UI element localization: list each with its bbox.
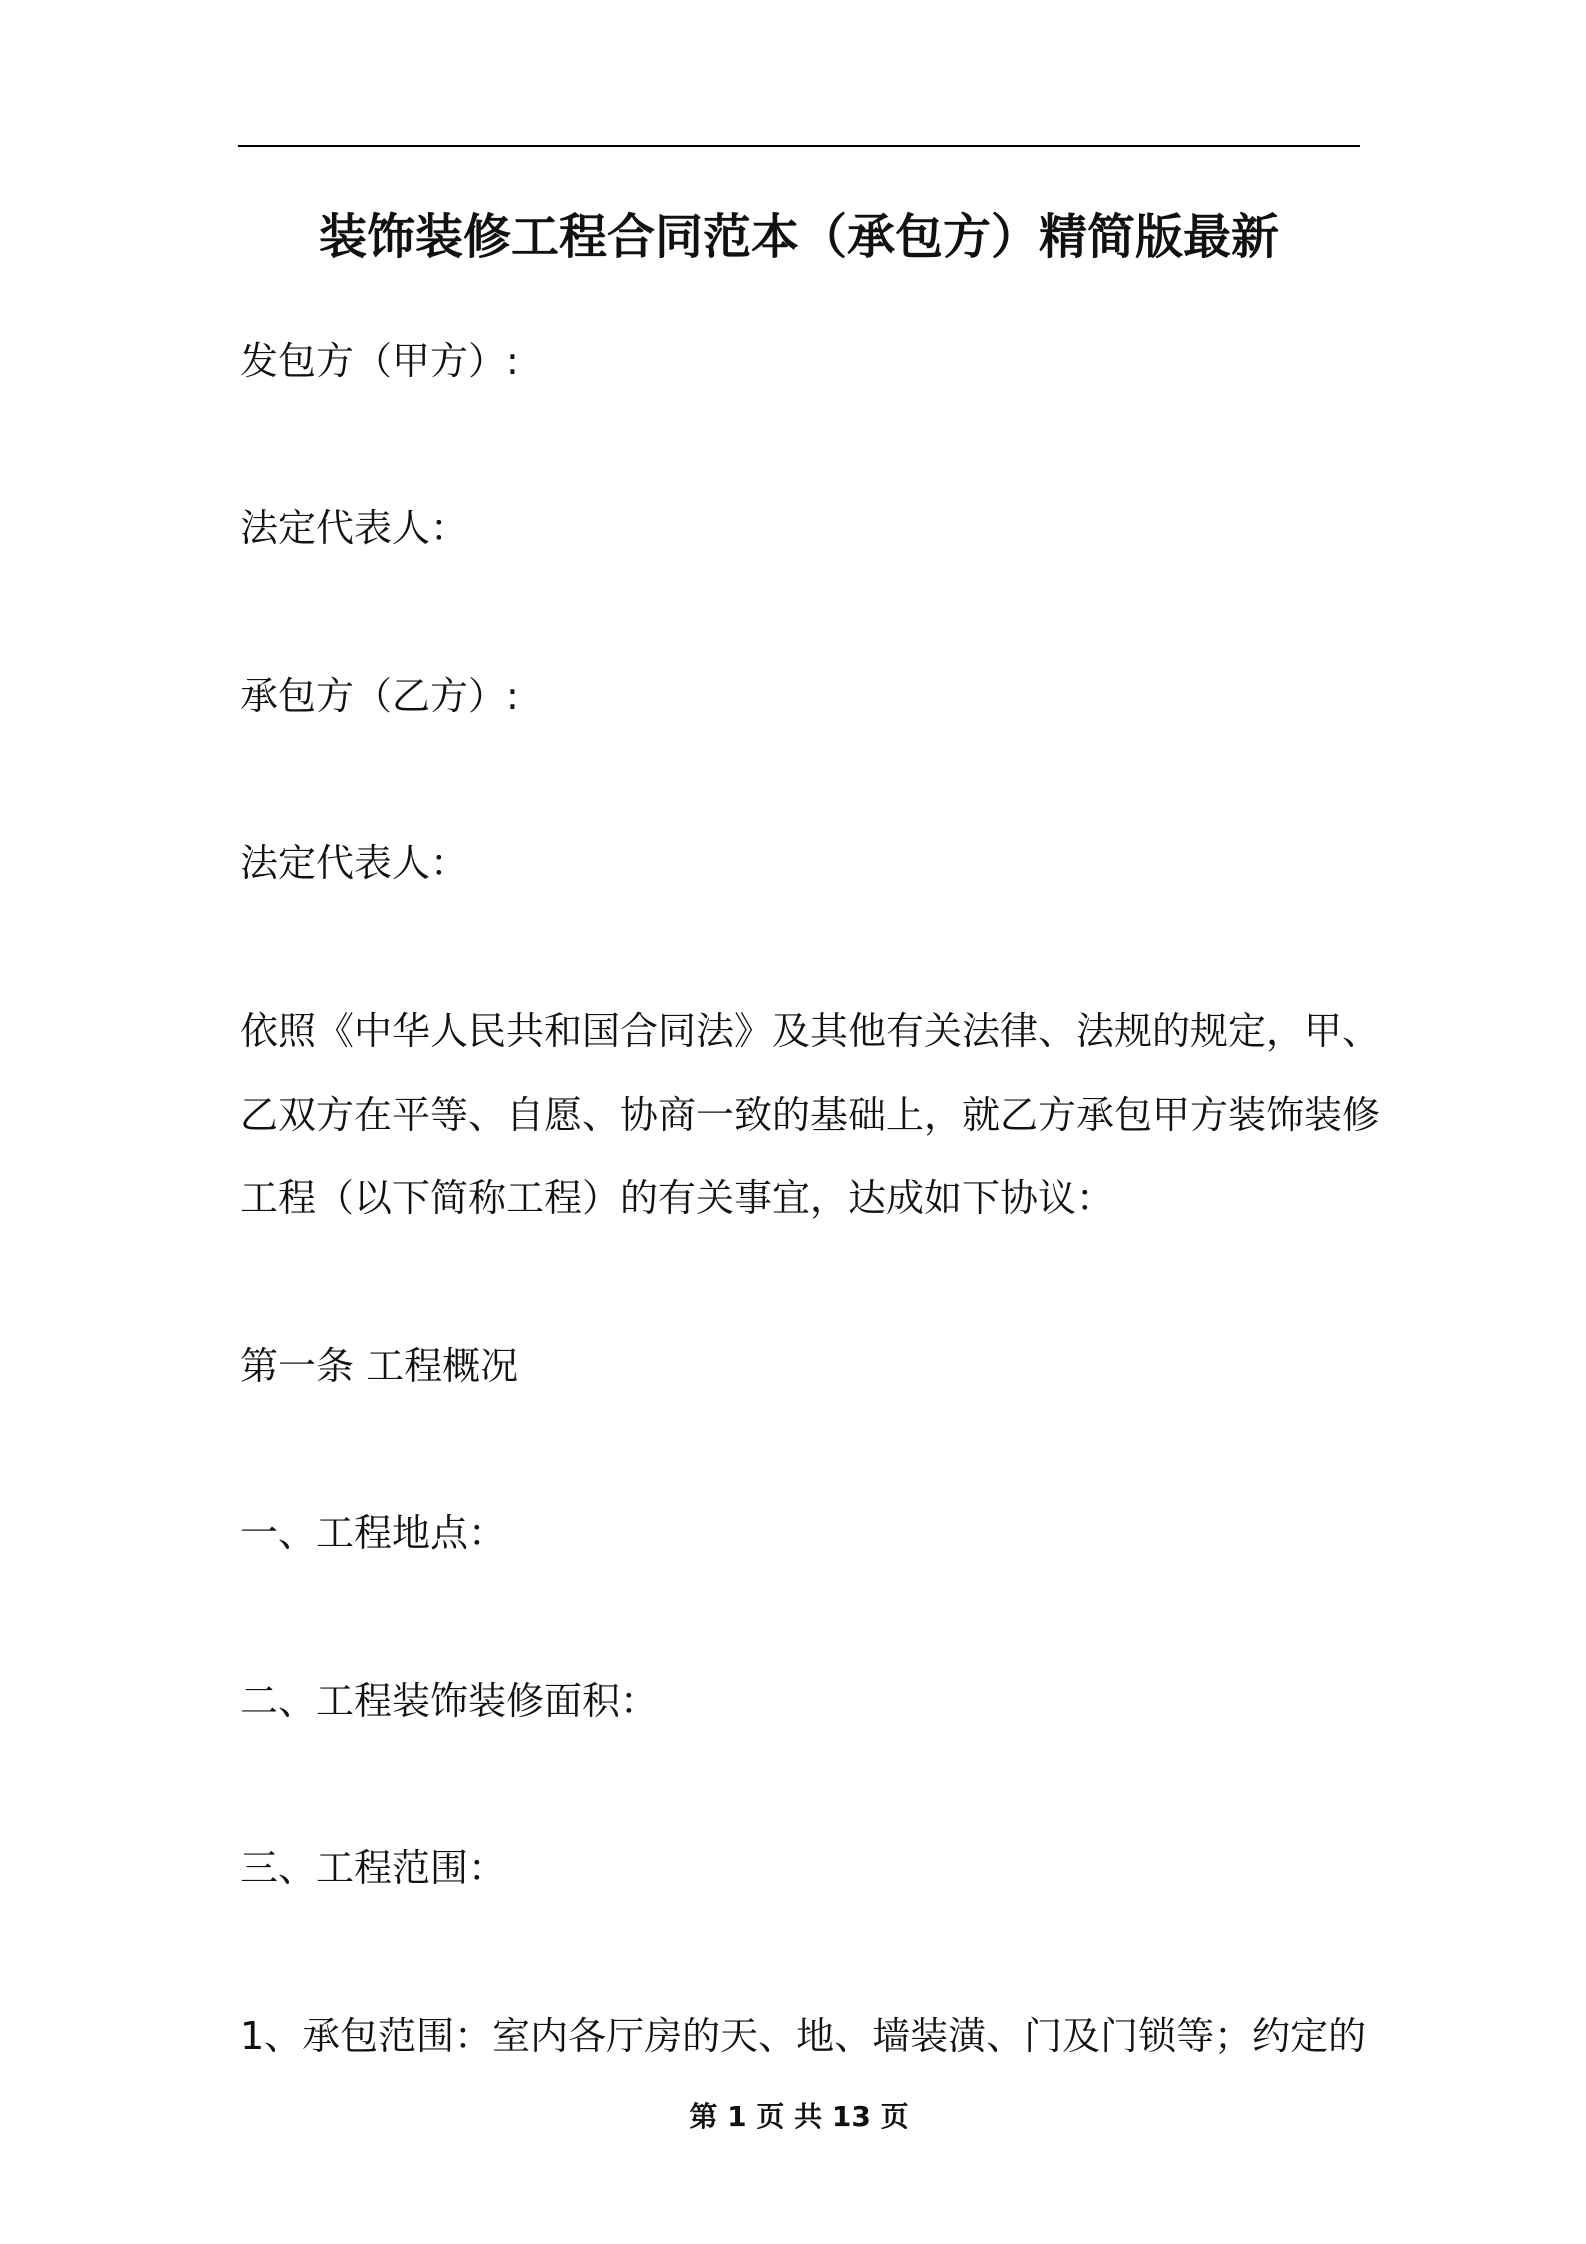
header-rule (238, 145, 1360, 147)
clause-project-area: 二、工程装饰装修面积： (240, 1679, 659, 1723)
preamble-line-1: 依照《中华人民共和国合同法》及其他有关法律、法规的规定，甲、 (240, 1009, 1381, 1053)
clause-project-scope: 三、工程范围： (240, 1846, 507, 1890)
party-a-representative-line: 法定代表人： (240, 506, 469, 550)
clause-contract-scope: 1、承包范围：室内各厅房的天、地、墙装潢、门及门锁等；约定的 (240, 2014, 1367, 2058)
page-number-footer: 第 1 页 共 13 页 (689, 2100, 909, 2133)
preamble-line-3: 工程（以下简称工程）的有关事宜，达成如下协议： (240, 1176, 1115, 1220)
party-b-line: 承包方（乙方）: (240, 674, 519, 718)
party-b-representative-line: 法定代表人： (240, 841, 469, 885)
party-a-line: 发包方（甲方）: (240, 339, 519, 383)
article-1-heading: 第一条 工程概况 (240, 1344, 519, 1388)
document-title: 装饰装修工程合同范本（承包方）精简版最新 (318, 209, 1279, 265)
preamble-line-2: 乙双方在平等、自愿、协商一致的基础上，就乙方承包甲方装饰装修 (240, 1093, 1381, 1137)
clause-project-location: 一、工程地点： (240, 1511, 507, 1555)
